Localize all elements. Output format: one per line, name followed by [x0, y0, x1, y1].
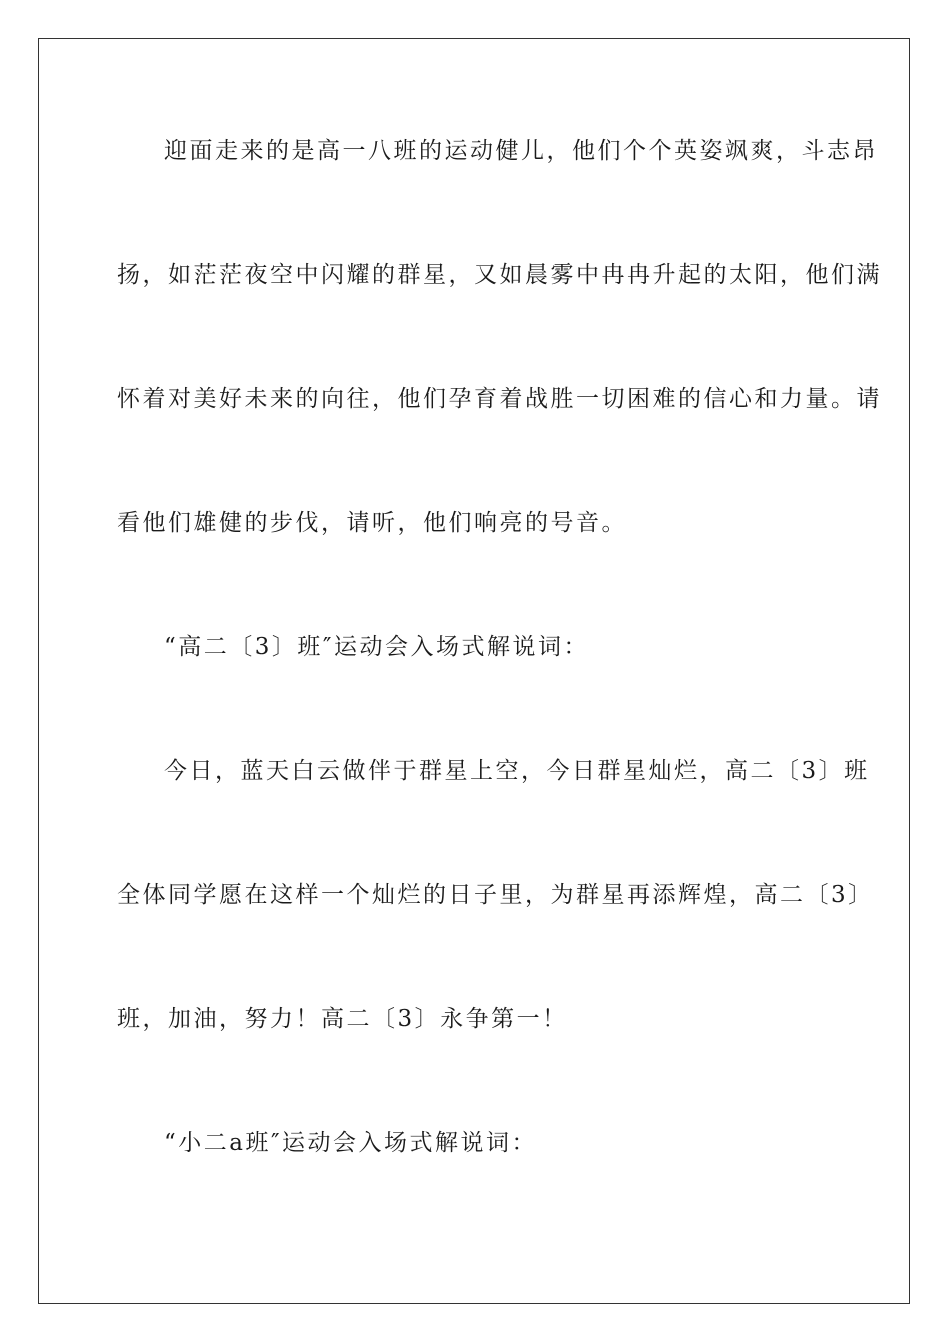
- paragraph-line: 今日，蓝天白云做伴于群星上空，今日群星灿烂，高二〔3〕班: [164, 758, 870, 784]
- section-heading: “小二a班″运动会入场式解说词：: [164, 1130, 538, 1156]
- section-heading: “高二〔3〕班″运动会入场式解说词：: [164, 634, 589, 660]
- paragraph-line: 全体同学愿在这样一个灿烂的日子里，为群星再添辉煌，高二〔3〕: [117, 882, 874, 908]
- paragraph-line: 扬，如茫茫夜空中闪耀的群星，又如晨雾中冉冉升起的太阳，他们满: [117, 262, 882, 288]
- paragraph-line: 迎面走来的是高一八班的运动健儿，他们个个英姿飒爽，斗志昂: [164, 138, 878, 164]
- paragraph-line: 班，加油，努力！高二〔3〕永争第一！: [117, 1006, 568, 1032]
- paragraph-line: 怀着对美好未来的向往，他们孕育着战胜一切困难的信心和力量。请: [117, 386, 882, 412]
- page-border: [38, 38, 910, 1304]
- paragraph-line: 看他们雄健的步伐，请听，他们响亮的号音。: [117, 510, 627, 536]
